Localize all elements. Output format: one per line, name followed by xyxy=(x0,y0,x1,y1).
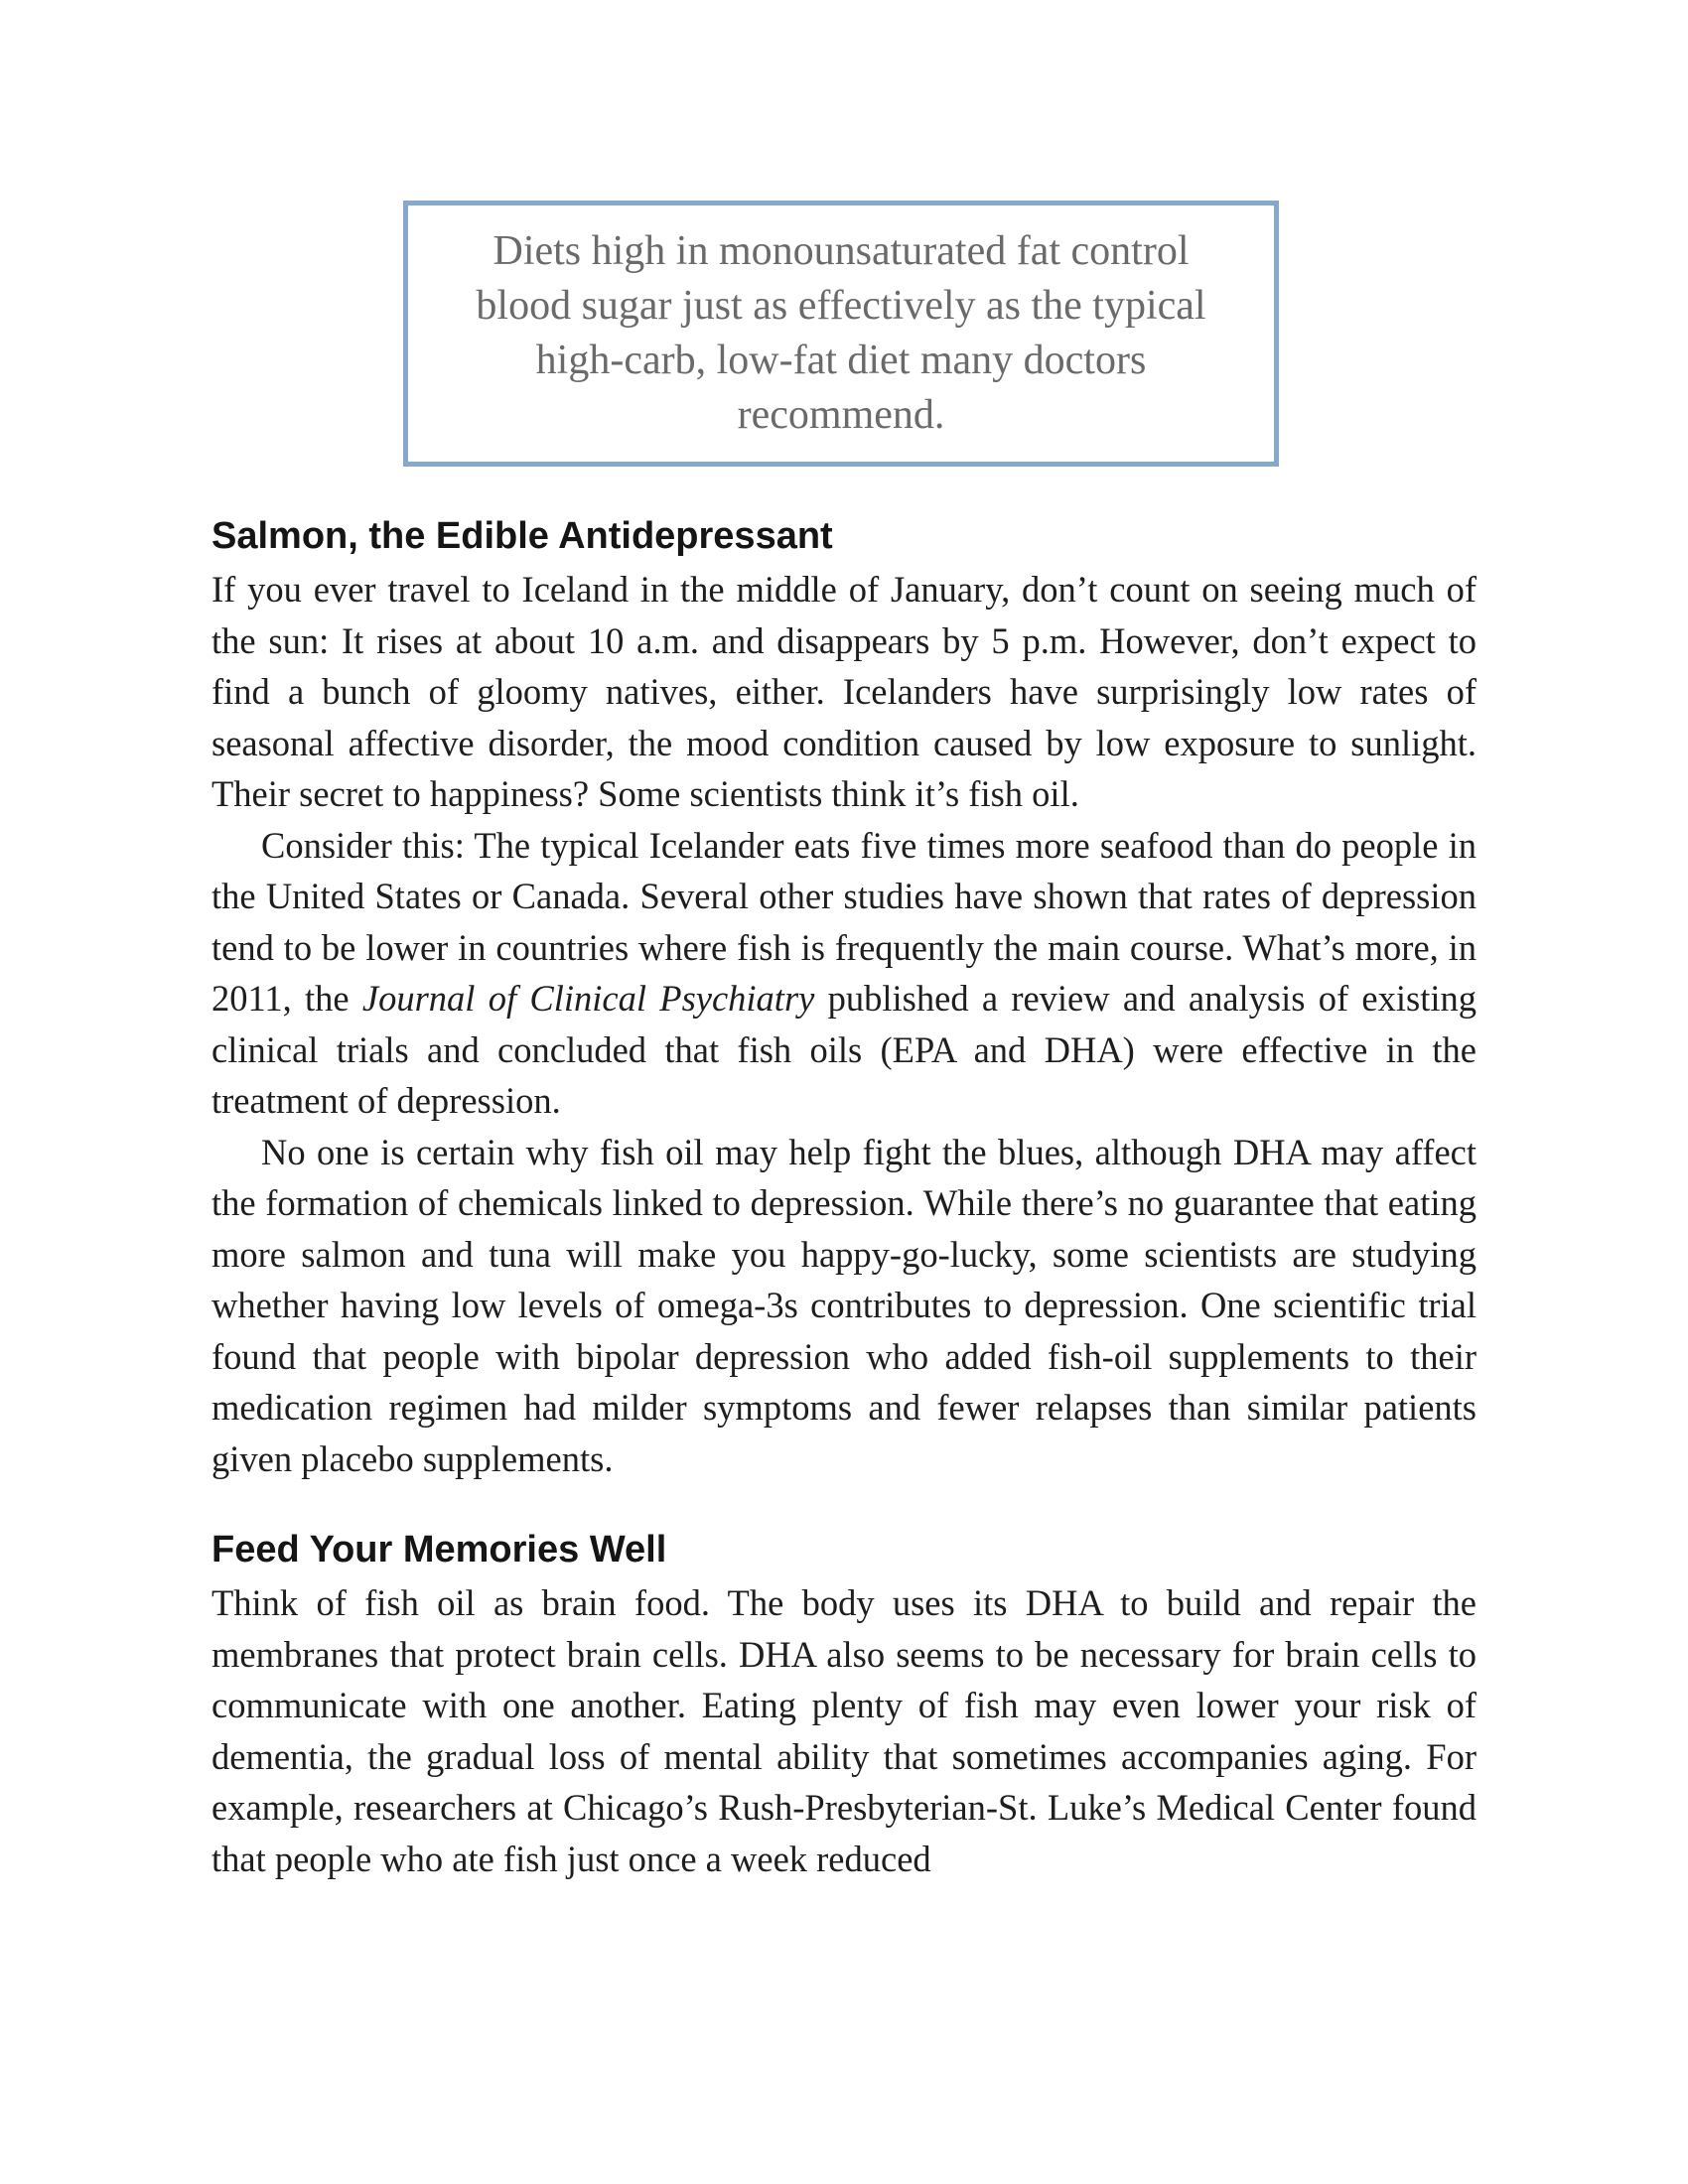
pull-quote-text: Diets high in monounsaturated fat control blood sugar just as effectively as the typical high-carb, low-fat diet many doctors recommend. xyxy=(476,228,1206,438)
pull-quote-box xyxy=(403,201,1279,467)
journal-title: Journal of Clinical Psychiatry xyxy=(361,978,815,1019)
article-body xyxy=(211,508,1477,1884)
paragraph-text: published a review and analysis of existing clinical trials and concluded that fish oils (EPA and DHA) were effective in the treatment of depression. xyxy=(211,978,1477,1121)
paragraph: Think of fish oil as brain food. The body uses its DHA to build and repair the membranes that protect brain cells. DHA also seems to be necessary for brain cells to communicate with one another. Eating plenty of fish may even lower your risk of dementia, the gradual loss of mental ability that sometimes accompanies aging. For example, researchers at Chicago’s Rush-Presbyterian-St. Luke’s Medical Center found that people who ate fish just once a week reduced xyxy=(211,1582,1477,1879)
paragraph-text: Consider this: The typical Icelander eats five times more seafood than do people in the United States or Canada. Several other studies have shown that rates of depression tend to be lower in countries where fish is frequently the main course. What’s more, in 2011, the xyxy=(211,824,1477,1019)
section-salmon xyxy=(211,508,1477,1484)
paragraph xyxy=(211,820,1477,1127)
section-heading: Salmon, the Edible Antidepressant xyxy=(211,515,833,557)
section-memories xyxy=(211,1522,1477,1884)
section-heading: Feed Your Memories Well xyxy=(211,1529,667,1570)
paragraph: If you ever travel to Iceland in the middle of January, don’t count on seeing much of the sun: It rises at about 10 a.m. and disappears by 5 p.m. However, don’t expect to find a bunch of gloomy natives, either. Icelanders have surprisingly low rates of seasonal affective disorder, the mood condition caused by low exposure to sunlight. Their secret to happiness? Some scientists think it’s fish oil. xyxy=(211,569,1477,814)
paragraph: No one is certain why fish oil may help fight the blues, although DHA may affect the formation of chemicals linked to depression. While there’s no guarantee that eating more salmon and tuna will make you happy-go-lucky, some scientists are studying whether having low levels of omega-3s contributes to depression. One scientific trial found that people with bipolar depression who added fish-oil supplements to their medication regimen had milder symptoms and fewer relapses than similar patients given placebo supplements. xyxy=(211,1131,1477,1479)
